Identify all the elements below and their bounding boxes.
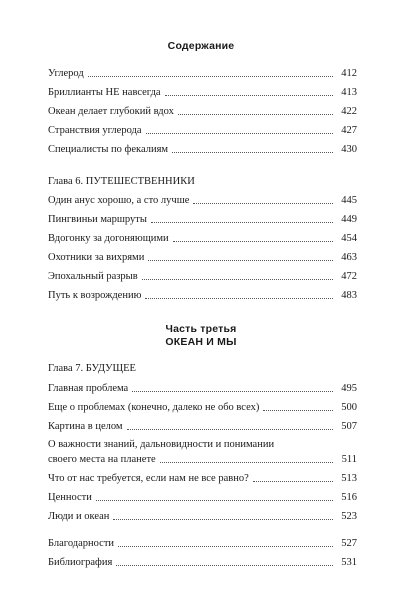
dot-leader xyxy=(113,519,333,520)
toc-entry[interactable] xyxy=(48,452,357,466)
toc-entry-title: Благодарности xyxy=(48,538,115,549)
dot-leader xyxy=(253,481,333,482)
toc-entry-page: 527 xyxy=(341,538,357,549)
toc-entry-page: 500 xyxy=(341,402,357,413)
toc-entry-page: 513 xyxy=(341,473,357,484)
toc-entry[interactable] xyxy=(48,193,357,207)
toc-entry-title: Углерод xyxy=(48,68,84,79)
toc-entry-title: Охотники за вихрями xyxy=(48,252,145,263)
toc-entry[interactable] xyxy=(48,381,357,395)
dot-leader xyxy=(127,429,333,430)
dot-leader xyxy=(173,241,333,242)
dot-leader xyxy=(118,546,333,547)
toc-entry-page: 531 xyxy=(341,557,357,568)
toc-entry[interactable] xyxy=(48,269,357,283)
toc-entry-title: Что от нас требуется, если нам не все равно? xyxy=(48,473,249,484)
toc-entry[interactable] xyxy=(48,66,357,80)
toc-entry-title: Эпохальный разрыв xyxy=(48,271,138,282)
toc-entry-page: 427 xyxy=(341,125,357,136)
toc-entry-page: 430 xyxy=(341,144,357,155)
dot-leader xyxy=(151,222,333,223)
toc-entry-page: 412 xyxy=(341,68,357,79)
dot-leader xyxy=(178,114,333,115)
dot-leader xyxy=(263,410,333,411)
toc-entry[interactable] xyxy=(48,231,357,245)
toc-entry[interactable] xyxy=(48,471,357,485)
dot-leader xyxy=(172,152,333,153)
dot-leader xyxy=(146,133,333,134)
dot-leader xyxy=(132,391,333,392)
toc-entry[interactable] xyxy=(48,536,357,550)
dot-leader xyxy=(88,76,333,77)
toc-entry-page: 454 xyxy=(341,233,357,244)
dot-leader xyxy=(116,565,333,566)
toc-entry-page: 523 xyxy=(341,511,357,522)
toc-entry-title: Бриллианты НЕ навсегда xyxy=(48,87,161,98)
toc-entry[interactable] xyxy=(48,419,357,433)
dot-leader xyxy=(193,203,333,204)
toc-entry-title: Путь к возрождению xyxy=(48,290,142,301)
toc-entry-first-line[interactable]: О важности знаний, дальновидности и понимании xyxy=(48,439,275,450)
toc-entry-title: Специалисты по фекалиям xyxy=(48,144,169,155)
toc-entry-page: 472 xyxy=(341,271,357,282)
chapter-heading[interactable]: Глава 7. БУДУЩЕЕ xyxy=(48,363,136,374)
toc-entry[interactable] xyxy=(48,250,357,264)
toc-entry-title: Ценности xyxy=(48,492,92,503)
dot-leader xyxy=(96,500,333,501)
toc-entry-title: Картина в целом xyxy=(48,421,123,432)
toc-entry[interactable] xyxy=(48,509,357,523)
toc-entry[interactable] xyxy=(48,288,357,302)
toc-entry-title: Люди и океан xyxy=(48,511,110,522)
toc-entry-title: Еще о проблемах (конечно, далеко не обо всех) xyxy=(48,402,260,413)
toc-entry-title: Странствия углерода xyxy=(48,125,142,136)
toc-entry-page: 511 xyxy=(341,454,357,465)
toc-entry[interactable] xyxy=(48,104,357,118)
toc-title: Содержание xyxy=(167,40,235,52)
toc-entry[interactable] xyxy=(48,400,357,414)
toc-entry-title: Океан делает глубокий вдох xyxy=(48,106,174,117)
toc-entry-page: 507 xyxy=(341,421,357,432)
part-title: ОКЕАН И МЫ xyxy=(165,336,237,348)
toc-entry[interactable] xyxy=(48,490,357,504)
toc-entry-page: 516 xyxy=(341,492,357,503)
toc-entry-page: 445 xyxy=(341,195,357,206)
dot-leader xyxy=(160,462,333,463)
toc-entry-page: 422 xyxy=(341,106,357,117)
toc-entry-title: Библиография xyxy=(48,557,113,568)
dot-leader xyxy=(165,95,333,96)
toc-entry[interactable] xyxy=(48,142,357,156)
toc-entry-title: своего места на планете xyxy=(48,454,156,465)
toc-entry-title: Пингвиньи маршруты xyxy=(48,214,147,225)
toc-entry-page: 495 xyxy=(341,383,357,394)
toc-entry[interactable] xyxy=(48,85,357,99)
part-label: Часть третья xyxy=(165,323,237,335)
chapter-heading[interactable]: Глава 6. ПУТЕШЕСТВЕННИКИ xyxy=(48,176,195,187)
toc-entry[interactable] xyxy=(48,212,357,226)
toc-entry-page: 463 xyxy=(341,252,357,263)
dot-leader xyxy=(142,279,333,280)
dot-leader xyxy=(148,260,333,261)
dot-leader xyxy=(145,298,333,299)
toc-entry-title: Вдогонку за догоняющими xyxy=(48,233,169,244)
toc-entry-title: Один анус хорошо, а сто лучше xyxy=(48,195,190,206)
toc-entry-page: 413 xyxy=(341,87,357,98)
toc-entry[interactable] xyxy=(48,123,357,137)
toc-entry-page: 483 xyxy=(341,290,357,301)
toc-entry-page: 449 xyxy=(341,214,357,225)
toc-entry-title: Главная проблема xyxy=(48,383,129,394)
toc-entry[interactable] xyxy=(48,555,357,569)
